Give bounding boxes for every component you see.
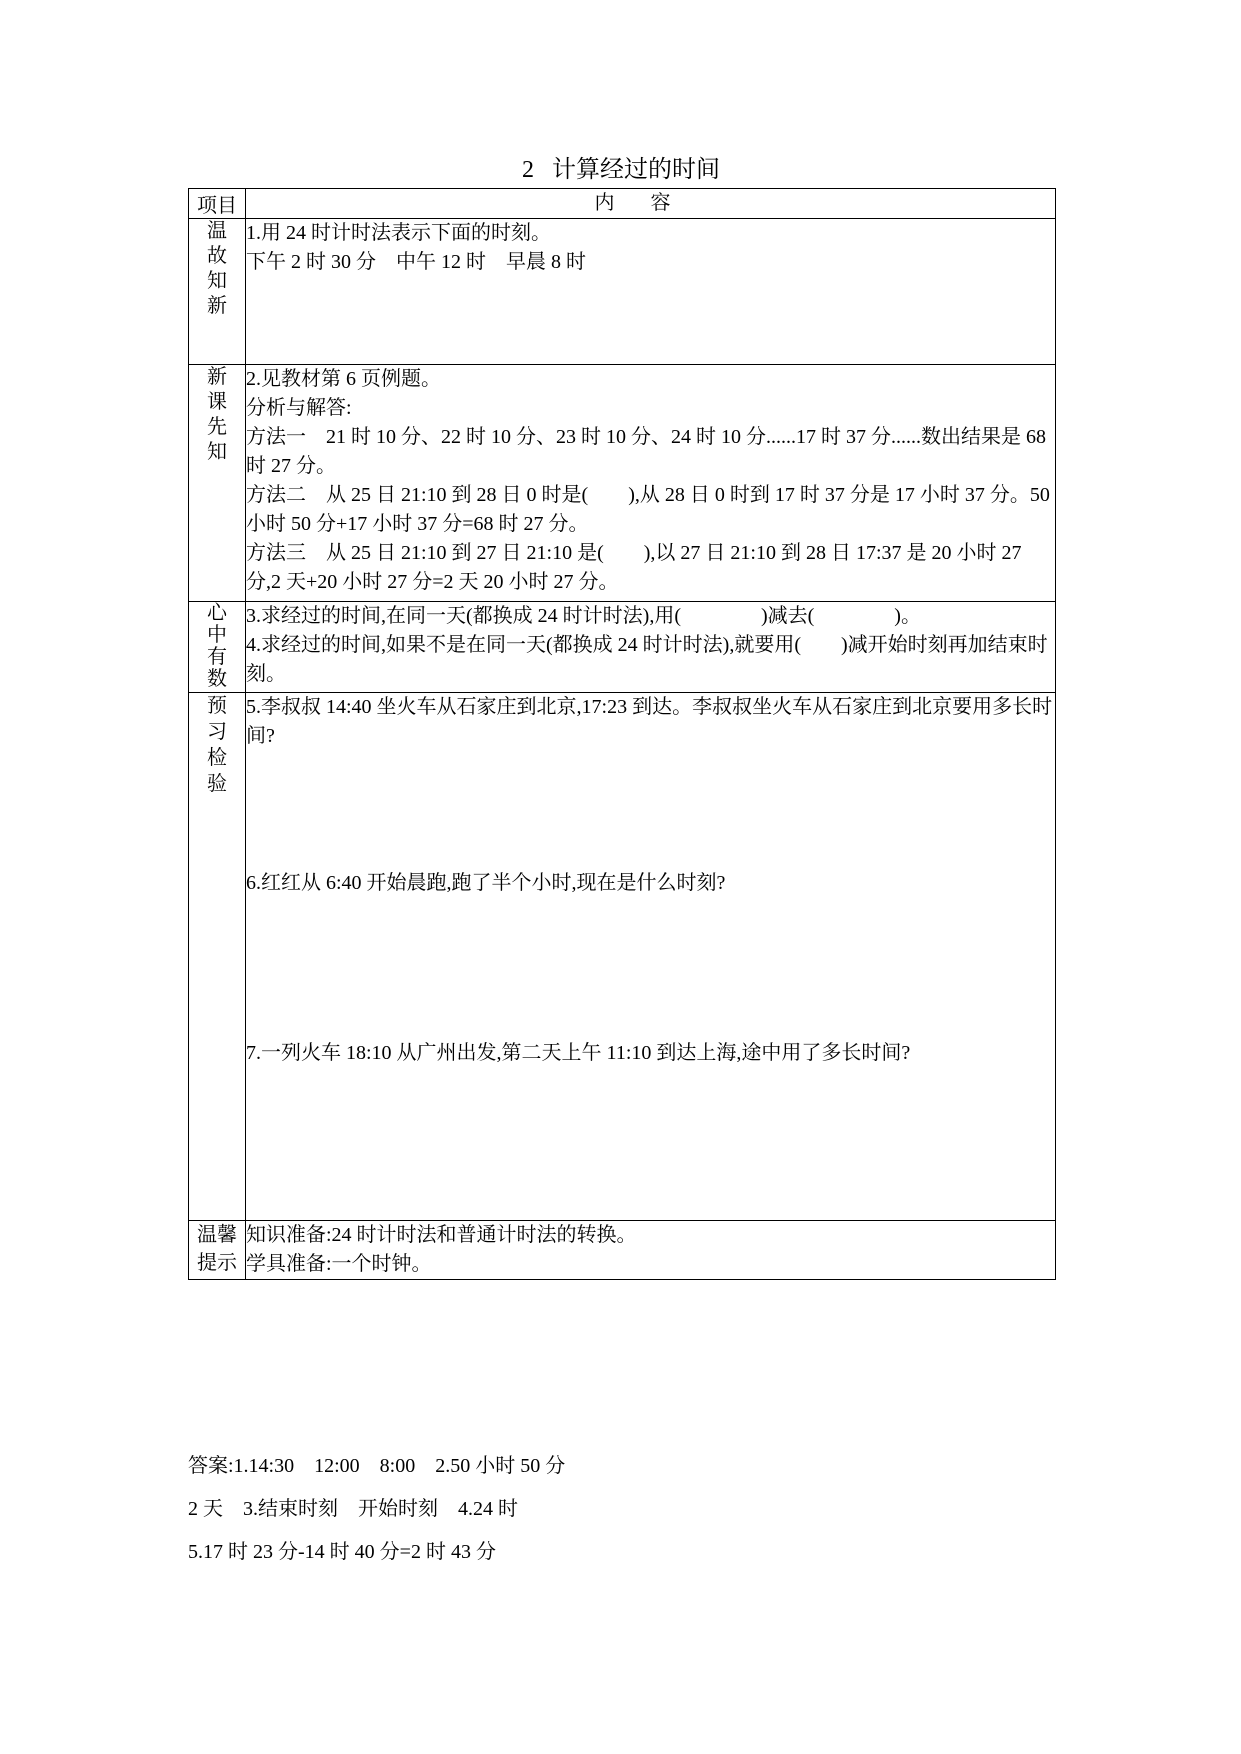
question-4: 4.求经过的时间,如果不是在同一天(都换成 24 时计时法),就要用( )减开始时刻再加结束时刻。: [246, 634, 1048, 685]
method-1: 方法一 21 时 10 分、22 时 10 分、23 时 10 分、24 时 10 分......17 时 37 分......数出结果是 68 时 27 分。: [246, 426, 1046, 477]
section-label: [189, 602, 246, 693]
question-6: 6.红红从 6:40 开始晨跑,跑了半个小时,现在是什么时刻?: [246, 872, 726, 894]
answer-line: 答案:1.14:30 12:00 8:00 2.50 小时 50 分: [188, 1455, 566, 1477]
section-label-text: 新课先知: [207, 366, 227, 463]
section-content: [246, 1221, 1056, 1280]
answer-line: 5.17 时 23 分-14 时 40 分=2 时 43 分: [188, 1541, 496, 1563]
question-1-times: 下午 2 时 30 分 中午 12 时 早晨 8 时: [246, 251, 586, 273]
question-7: 7.一列火车 18:10 从广州出发,第二天上午 11:10 到达上海,途中用了多长时间?: [246, 1042, 911, 1064]
method-3: 方法三 从 25 日 21:10 到 27 日 21:10 是( ),以 27 日 21:10 到 28 日 17:37 是 20 小时 27 分,2 天+20 小时 27 分=2 天 20 小时 27 分。: [246, 542, 1022, 593]
section-label-text: 温故知新: [207, 220, 227, 317]
question-3: 3.求经过的时间,在同一天(都换成 24 时计时法),用( )减去( )。: [246, 605, 921, 627]
worksheet-table: [188, 188, 1056, 1280]
section-content: [246, 693, 1056, 1221]
section-label: [189, 693, 246, 1221]
section-label-text: 预习检验: [207, 695, 227, 795]
section-content: [246, 219, 1056, 365]
section-content: [246, 602, 1056, 693]
section-content: [246, 365, 1056, 602]
section-preview: [189, 365, 1056, 602]
title-number: 2: [522, 157, 534, 183]
header-item: 项目: [189, 189, 246, 219]
question-2: 2.见教材第 6 页例题。: [246, 368, 441, 390]
section-label-text: 心中有数: [207, 602, 227, 690]
section-label-text: 提示: [197, 1252, 237, 1274]
section-label: [189, 219, 246, 365]
method-2: 方法二 从 25 日 21:10 到 28 日 0 时是( ),从 28 日 0 时到 17 时 37 分是 17 小时 37 分。50 小时 50 分+17 小时 37 分=68 时 27 分。: [246, 484, 1050, 535]
question-1: 1.用 24 时计时法表示下面的时刻。: [246, 222, 551, 244]
analysis-heading: 分析与解答:: [246, 397, 352, 419]
answer-line: 2 天 3.结束时刻 开始时刻 4.24 时: [188, 1498, 518, 1520]
section-label: [189, 365, 246, 602]
section-tips: [189, 1221, 1056, 1280]
section-summary: [189, 602, 1056, 693]
title-text: 计算经过的时间: [552, 157, 720, 183]
table-header-row: [189, 189, 1056, 219]
section-label: [189, 1221, 246, 1280]
tip-tools: 学具准备:一个时钟。: [246, 1253, 432, 1275]
section-review: [189, 219, 1056, 365]
page-title: [188, 155, 1054, 185]
question-5: 5.李叔叔 14:40 坐火车从石家庄到北京,17:23 到达。李叔叔坐火车从石家庄到北京要用多长时间?: [246, 696, 1053, 747]
answer-key: [188, 1452, 565, 1581]
header-content: 内容: [246, 189, 1056, 219]
section-label-text: 温馨: [197, 1224, 237, 1246]
tip-knowledge: 知识准备:24 时计时法和普通计时法的转换。: [246, 1224, 637, 1246]
section-practice: [189, 693, 1056, 1221]
